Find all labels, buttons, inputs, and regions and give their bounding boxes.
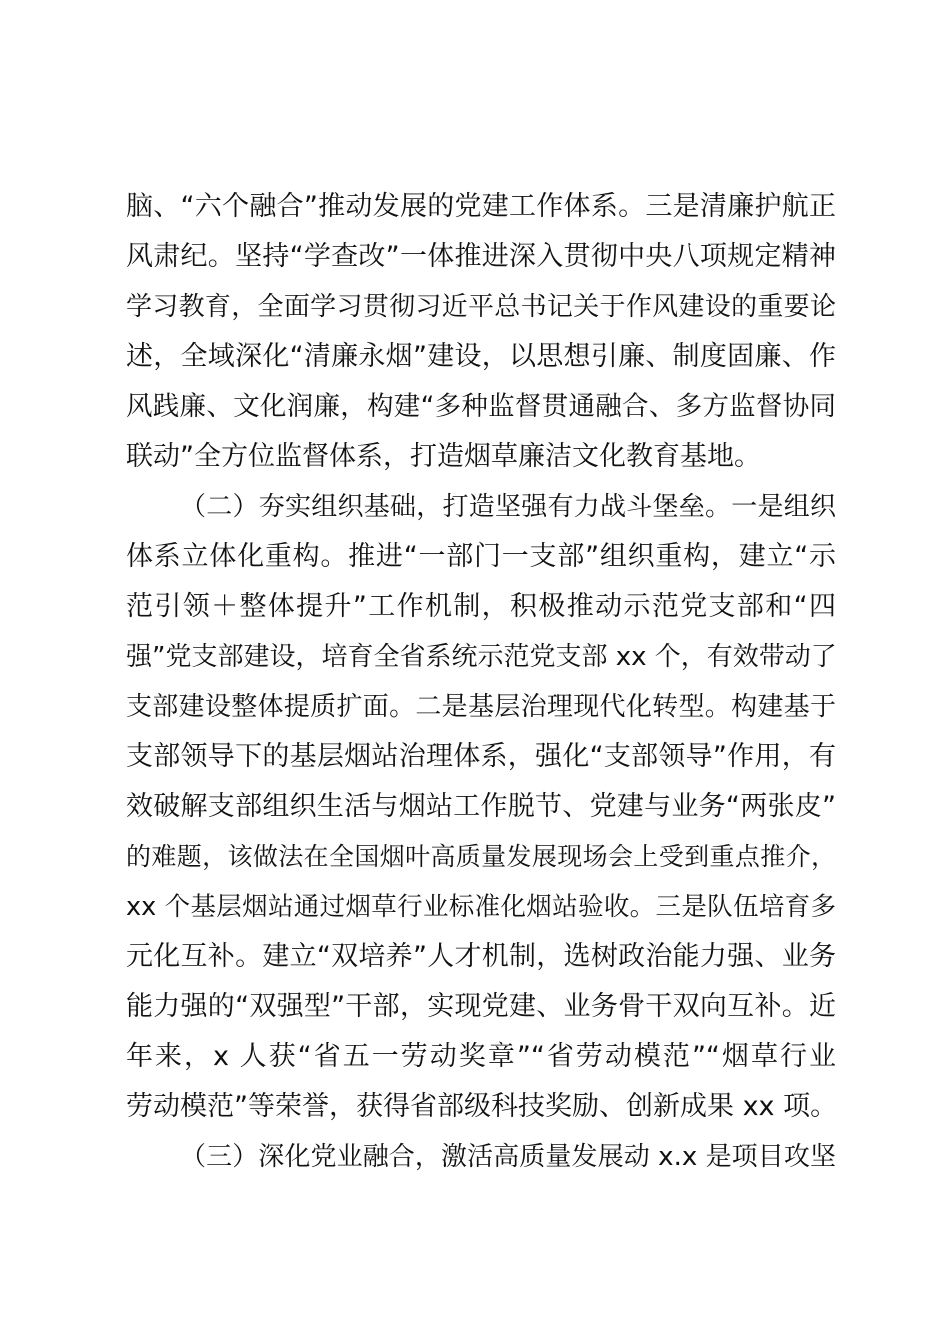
text-line: xx 个基层烟站通过烟草行业标准化烟站验收。三是队伍培育多 bbox=[126, 892, 836, 922]
text-line: 体系立体化重构。推进“一部门一支部”组织重构，建立“示 bbox=[126, 541, 836, 572]
text-line: 联动”全方位监督体系，打造烟草廉洁文化教育基地。 bbox=[126, 441, 761, 472]
text-line: 风肃纪。坚持“学查改”一体推进深入贯彻中央八项规定精神 bbox=[126, 241, 836, 272]
text-line: 年来，x 人获“省五一劳动奖章”“省劳动模范”“烟草行业 bbox=[126, 1041, 836, 1072]
text-line: 学习教育，全面学习贯彻习近平总书记关于作风建设的重要论 bbox=[126, 292, 836, 322]
text-line: 脑、“六个融合”推动发展的党建工作体系。三是清廉护航正 bbox=[126, 191, 836, 222]
text-line: 能力强的“双强型”干部，实现党建、业务骨干双向互补。近 bbox=[126, 991, 836, 1022]
text-line: 述，全域深化“清廉永烟”建设，以思想引廉、制度固廉、作 bbox=[126, 341, 836, 372]
text-line: 劳动模范”等荣誉，获得省部级科技奖励、创新成果 xx 项。 bbox=[126, 1091, 838, 1122]
section-heading-line: （三）深化党业融合，激活高质量发展动 x.x 是项目攻坚 bbox=[180, 1142, 836, 1172]
text-line: 强”党支部建设，培育全省系统示范党支部 xx 个，有效带动了 bbox=[126, 642, 837, 672]
text-line: 范引领＋整体提升”工作机制，积极推动示范党支部和“四 bbox=[126, 591, 836, 622]
text-line: 元化互补。建立“双培养”人才机制，选树政治能力强、业务 bbox=[126, 941, 836, 972]
text-line: 支部领导下的基层烟站治理体系，强化“支部领导”作用，有 bbox=[126, 741, 836, 772]
text-line: 效破解支部组织生活与烟站工作脱节、党建与业务“两张皮” bbox=[126, 791, 836, 822]
text-line: 风践廉、文化润廉，构建“多种监督贯通融合、多方监督协同 bbox=[126, 391, 836, 422]
section-heading-line: （二）夯实组织基础，打造坚强有力战斗堡垒。一是组织 bbox=[180, 492, 836, 522]
text-line: 支部建设整体提质扩面。二是基层治理现代化转型。构建基于 bbox=[126, 692, 836, 722]
text-line: 的难题，该做法在全国烟叶高质量发展现场会上受到重点推介， bbox=[126, 842, 836, 871]
